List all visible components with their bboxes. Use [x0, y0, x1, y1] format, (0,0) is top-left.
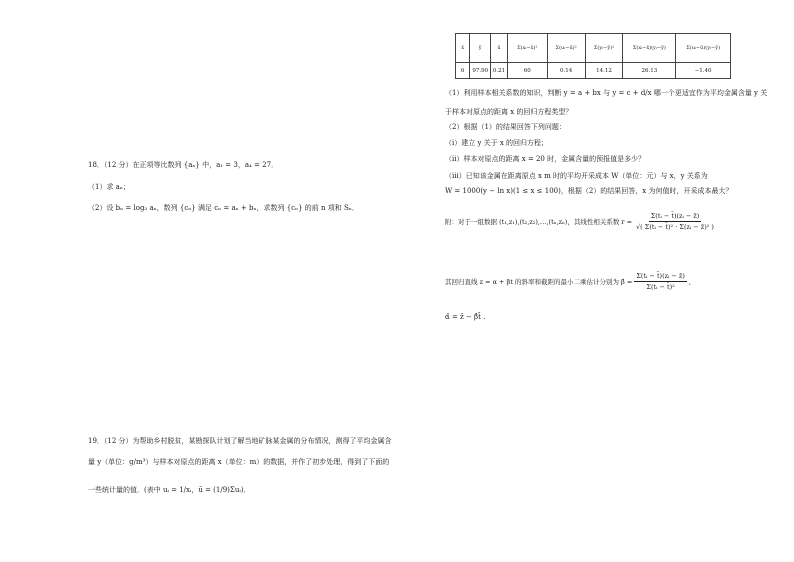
- q18-title: 18．（12 分）在正项等比数列 {aₙ} 中，a₁ = 3，a₄ = 27．: [88, 161, 279, 169]
- table-header-cell: Σ(yᵢ−ȳ)²: [585, 34, 623, 63]
- q1-line1: （1）利用样本相关系数的知识，判断 y = a + bx 与 y = c + d/x 哪一个更适宜作为平均金属含量 y 关: [445, 89, 768, 97]
- beta-fraction: [634, 272, 687, 291]
- table-cell: 0.21: [491, 63, 508, 79]
- regression-prefix: 其回归直线 z = α + βt 的斜率和截距的最小二乘估计分别为 β̂ =: [445, 278, 633, 286]
- table-header-cell: Σ(uᵢ−ū)(yᵢ−ȳ): [676, 34, 731, 63]
- beta-denominator: Σ(tᵢ − t̄)²: [646, 283, 675, 291]
- table-cell: 14.12: [585, 63, 623, 79]
- q2-part-iii-line1: （iii）已知该金属在距离原点 x m 时的平均开采成本 W（单位：元）与 x，y 关系为: [445, 172, 708, 180]
- table-cell: −1.40: [676, 63, 731, 79]
- statistics-table: [455, 33, 731, 79]
- table-cell: 0.14: [547, 63, 585, 79]
- q2-part-iii-line2: W = 1000(y − ln x)(1 ≤ x ≤ 100)，根据（2）的结果回答，x 为何值时，开采成本最大？: [445, 187, 733, 195]
- table-header-cell: ū: [491, 34, 508, 63]
- table-cell: 97.90: [470, 63, 491, 79]
- q2-part-ii: （ii）样本对原点的距离 x = 20 时，金属含量的预报值是多少？: [445, 155, 646, 163]
- q2-intro: （2）根据（1）的结果回答下列问题：: [445, 123, 566, 131]
- table-header-row: [456, 34, 731, 63]
- table-cell: 60: [507, 63, 547, 79]
- q18-part1: （1）求 aₙ；: [88, 183, 130, 191]
- correlation-formula: [445, 212, 718, 231]
- table-row: [456, 63, 731, 79]
- table-cell: 26.13: [623, 63, 676, 79]
- table-header-cell: Σ(xᵢ−x̄)(yᵢ−ȳ): [623, 34, 676, 63]
- table-header-cell: Σ(xᵢ−x̄)²: [507, 34, 547, 63]
- correlation-fraction: [634, 212, 716, 231]
- q2-part-i: （i）建立 y 关于 x 的回归方程；: [445, 139, 549, 147]
- table-header-cell: x̄: [456, 34, 470, 63]
- q19-line3: 一些统计量的值．(表中 uᵢ = 1/xᵢ，ū = (1/9)Σuᵢ)．: [88, 486, 251, 494]
- q1-line2: 于样本对原点的距离 x 的回归方程类型？: [445, 108, 573, 116]
- regression-formula: 其回归直线 z = α + βt 的斜率和截距的最小二乘估计分别为 β̂ = $\frac{\text{Σ(tᵢ − t̄)(zᵢ − z̄)}}{\text{Σ(tᵢ − t̄)²}}$ ,: [445, 272, 691, 291]
- correlation-denominator: √( Σ(tᵢ − t̄)² · Σ(zᵢ − z̄)² ): [636, 223, 714, 231]
- q19-line2: 量 y（单位：g/m³）与样本对原点的距离 x（单位：m）的数据，并作了初步处理，得到了下面的: [88, 458, 390, 466]
- beta-numerator: Σ(tᵢ − t̄)(zᵢ − z̄): [636, 272, 685, 280]
- table-header-cell: ȳ: [470, 34, 491, 63]
- correlation-numerator: Σ(tᵢ − t̄)(zᵢ − z̄): [650, 212, 700, 220]
- q18-part2: （2）设 bₙ = log₃ aₙ，数列 {cₙ} 满足 cₙ = aₙ + bₙ，求数列 {cₙ} 的前 n 项和 Sₙ．: [88, 204, 359, 212]
- q19-line1: 19．（12 分）为帮助乡村脱贫，某勘探队计划了解当地矿脉某金属的分布情况，测得了平均金属含: [88, 437, 392, 445]
- correlation-prefix: 附：对于一组数据 (t₁,z₁),(t₂,z₂),…,(tₙ,zₙ)，其线性相关系数 r =: [445, 218, 633, 226]
- alpha-formula: α̂ = z̄ − β̂t̄ .: [445, 313, 486, 321]
- table-cell: 6: [456, 63, 470, 79]
- table-header-cell: Σ(uᵢ−ū)²: [547, 34, 585, 63]
